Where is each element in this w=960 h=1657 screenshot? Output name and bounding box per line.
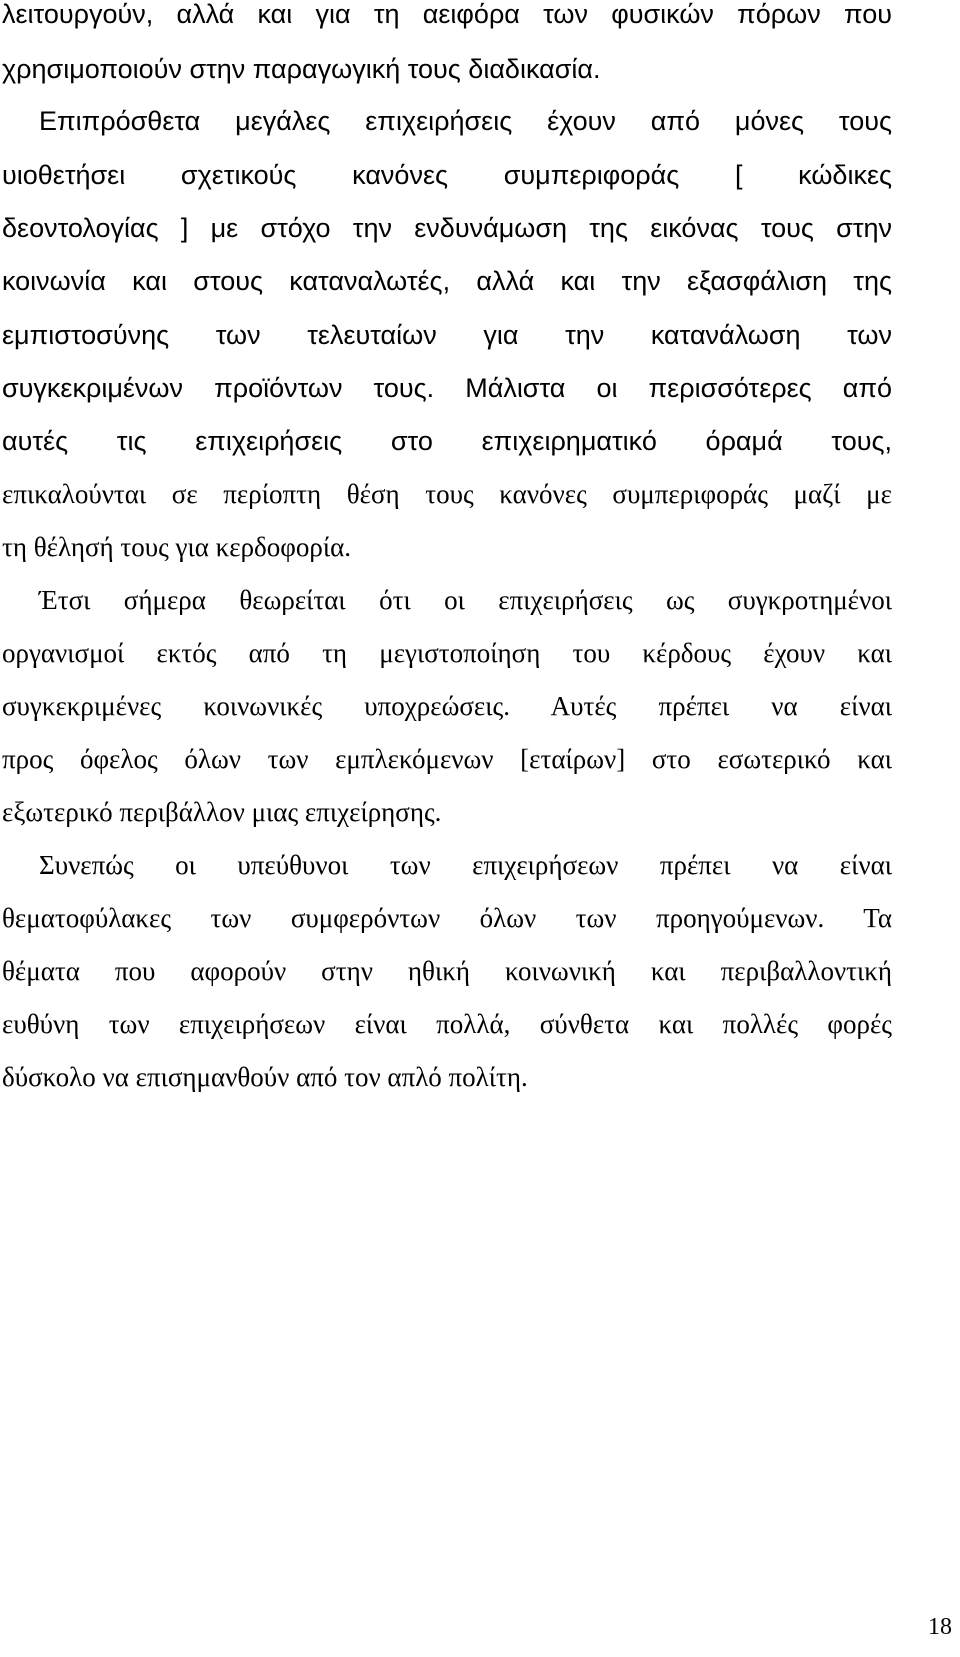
text-line: θεματοφύλακες των συμφερόντων όλων των προηγούμενων. Τα bbox=[2, 903, 892, 933]
text-line: Συνεπώς οι υπεύθυνοι των επιχειρήσεων πρέπει να είναι bbox=[39, 850, 892, 880]
page-number: 18 bbox=[928, 1614, 952, 1640]
text-line: Έτσι σήμερα θεωρείται ότι οι επιχειρήσεις ως συγκροτημένοι bbox=[39, 585, 892, 615]
text-line: ευθύνη των επιχειρήσεων είναι πολλά, σύνθετα και πολλές φορές bbox=[2, 1009, 892, 1039]
text-line: εξωτερικό περιβάλλον μιας επιχείρησης. bbox=[2, 797, 442, 827]
text-line: χρησιμοποιούν στην παραγωγική τους διαδικασία. bbox=[2, 54, 601, 84]
text-line: προς όφελος όλων των εμπλεκόμενων [εταίρων] στο εσωτερικό και bbox=[2, 744, 892, 774]
text-line: υιοθετήσει σχετικούς κανόνες συμπεριφοράς [ κώδικες bbox=[2, 160, 892, 190]
text-line: αυτές τις επιχειρήσεις στο επιχειρηματικό όραμά τους, bbox=[2, 426, 892, 456]
text-line: θέματα που αφορούν στην ηθική κοινωνική και περιβαλλοντική bbox=[2, 956, 892, 986]
text-line: δύσκολο να επισημανθούν από τον απλό πολίτη. bbox=[2, 1062, 528, 1092]
text-line: εμπιστοσύνης των τελευταίων για την κατανάλωση των bbox=[2, 320, 892, 350]
text-line: οργανισμοί εκτός από τη μεγιστοποίηση του κέρδους έχουν και bbox=[2, 638, 892, 668]
text-line: κοινωνία και στους καταναλωτές, αλλά και την εξασφάλιση της bbox=[2, 266, 892, 296]
text-line: δεοντολογίας ] με στόχο την ενδυνάμωση της εικόνας τους στην bbox=[2, 213, 892, 243]
text-line: λειτουργούν, αλλά και για τη αειφόρα των φυσικών πόρων που bbox=[2, 0, 892, 29]
text-line: Επιπρόσθετα μεγάλες επιχειρήσεις έχουν από μόνες τους bbox=[39, 106, 892, 136]
text-line: επικαλούνται σε περίοπτη θέση τους κανόνες συμπεριφοράς μαζί με bbox=[2, 479, 892, 509]
text-line: τη θέλησή τους για κερδοφορία. bbox=[2, 532, 351, 562]
text-line: συγκεκριμένων προϊόντων τους. Μάλιστα οι περισσότερες από bbox=[2, 373, 892, 403]
text-line: συγκεκριμένες κοινωνικές υποχρεώσεις. Αυτές πρέπει να είναι bbox=[2, 691, 892, 721]
